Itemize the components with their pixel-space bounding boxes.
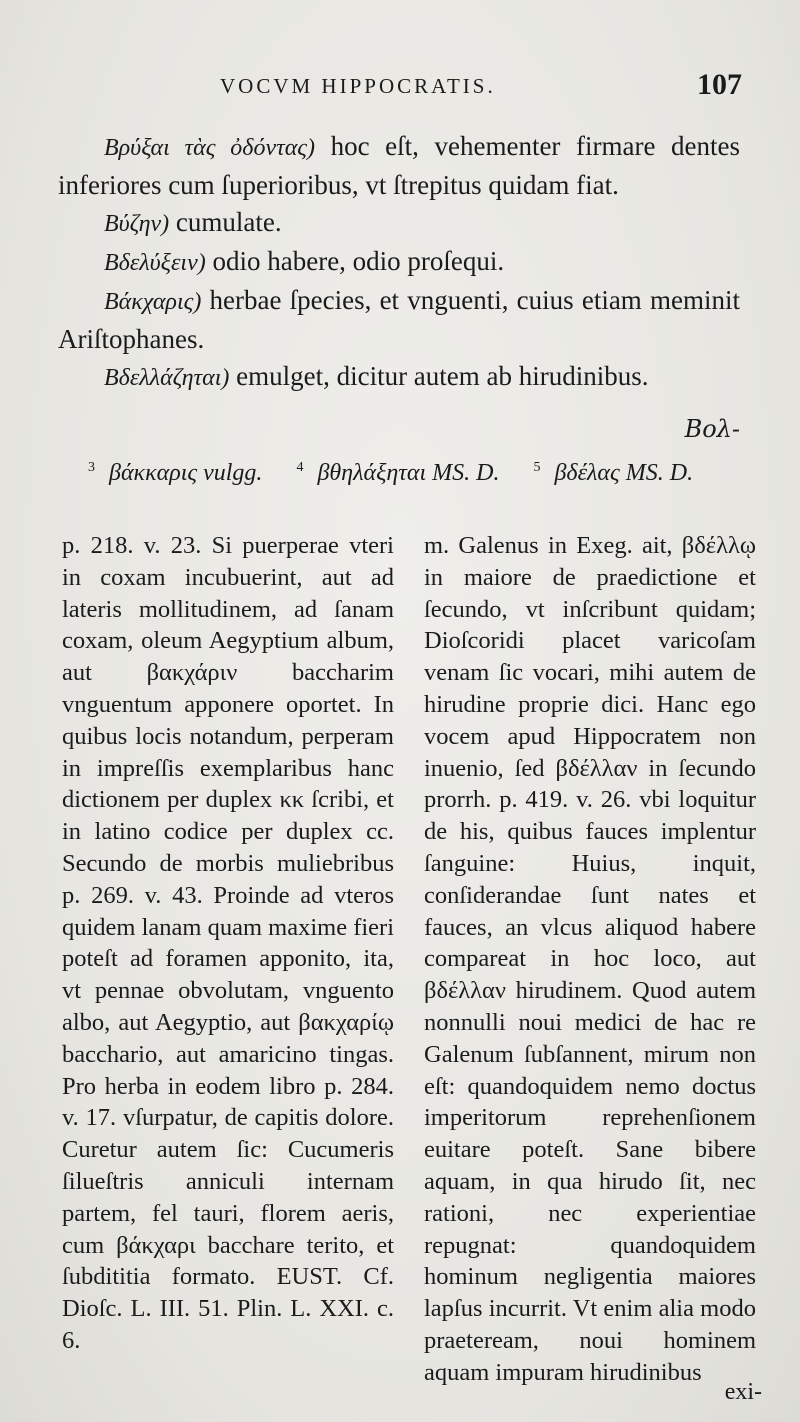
- variant-number: 5: [533, 460, 541, 475]
- entry-bdelyxein: [58, 243, 740, 282]
- variant-number: 4: [296, 460, 304, 475]
- variant-readings: [88, 452, 760, 489]
- variant-number: 3: [88, 460, 95, 475]
- entry-text: herbae ſpecies, et vnguenti, cuius etiam meminit Ariſtophanes.: [58, 285, 740, 354]
- catchword-bottom: exi-: [724, 1379, 762, 1405]
- entry-brykhai: [58, 128, 740, 204]
- entry-byzen: [58, 204, 740, 243]
- variant-text: βδέλας MS. D.: [554, 460, 694, 486]
- running-title: VOCVM HIPPOCRATIS.: [220, 74, 496, 98]
- entry-text: emulget, dicitur autem ab hirudinibus.: [229, 361, 649, 391]
- entry-bdellazetai: [58, 358, 740, 397]
- entry-text: cumulate.: [169, 207, 282, 237]
- dictionary-entries: [58, 128, 740, 397]
- entry-bakcharis: [58, 282, 740, 358]
- entry-headword: Βύζην): [104, 211, 170, 237]
- variant-text: βάκκαρις vulgg.: [109, 460, 263, 486]
- entry-headword: Βδελλάζηται): [104, 365, 230, 391]
- commentary-right-column: [424, 530, 756, 1389]
- catchword-top: Βολ-: [684, 415, 740, 443]
- entry-text: hoc eſt, vehementer firmare dentes inferiores cum ſuperioribus, vt ſtrepitus quidam fiat.: [58, 131, 740, 200]
- variant-text: βθηλάξηται MS. D.: [317, 460, 500, 486]
- entry-headword: Βδελύξειν): [104, 250, 206, 276]
- entry-headword: Βάκχαρις): [104, 289, 202, 315]
- commentary-left-column: [62, 530, 394, 1357]
- page-number: 107: [697, 68, 742, 101]
- commentary-paragraph: m. Galenus in Exeg. ait, βδέλλῳ in maiore de praedictione et ſecundo, vt inſcribunt quidam; Dioſcoridi placet varicoſam venam ſic vocari, mihi autem de hirudine proprie dici. Hanc ego vocem apud Hippocratem non inuenio, ſed βδέλλαν in ſecundo prorrh. p. 419. v. 26. vbi loquitur de his, quibus fauces implentur ſanguine: Huius, inquit, conſiderandae ſunt nates et fauces, an vlcus aliquod habere compareat in hoc loco, aut βδέλλαν hirudinem. Quod autem nonnulli noui medici de hac re Galenum ſubſannent, mirum non eſt: quandoquidem nemo doctus imperitorum reprehenſionem euitare poteſt. Sane bibere aquam, in qua hirudo ſit, nec rationi, nec experientiae repugnat: quandoquidem hominum negligentia maiores lapſus incurrit. Vt enim alia modo praeteream, noui hominem aquam impuram hirudinibus: [424, 532, 756, 1386]
- entry-text: odio habere, odio proſequi.: [205, 246, 505, 276]
- commentary-paragraph: p. 218. v. 23. Si puerperae vteri in coxam incubuerint, aut ad lateris mollitudinem, ad ſanam coxam, oleum Aegyptium album, aut βακχάριν baccharim vnguentum apponere oportet. In quibus locis notandum, perperam in impreſſis exemplaribus hanc dictionem per duplex κκ ſcribi, et in latino codice per duplex cc. Secundo de morbis muliebribus p. 269. v. 43. Proinde ad vteros quidem lanam quam maxime fieri poteſt ad foramen apponito, ita, vt pennae obvolutam, vnguento albo, aut Aegyptio, aut βακχαρίῳ bacchario, aut amaricino tingas. Pro herba in eodem libro p. 284. v. 17. vſurpatur, de capitis dolore. Curetur autem ſic: Cucumeris ſilueſtris anniculi internam partem, fel tauri, florem aeris, cum βάκχαρι bacchare terito, et ſubdititia formato. EUST. Cf. Dioſc. L. III. 51. Plin. L. XXI. c. 6.: [62, 532, 395, 1354]
- page-header: [0, 68, 800, 108]
- entry-headword: Βρύξαι τὰς ὀδόντας): [104, 135, 316, 161]
